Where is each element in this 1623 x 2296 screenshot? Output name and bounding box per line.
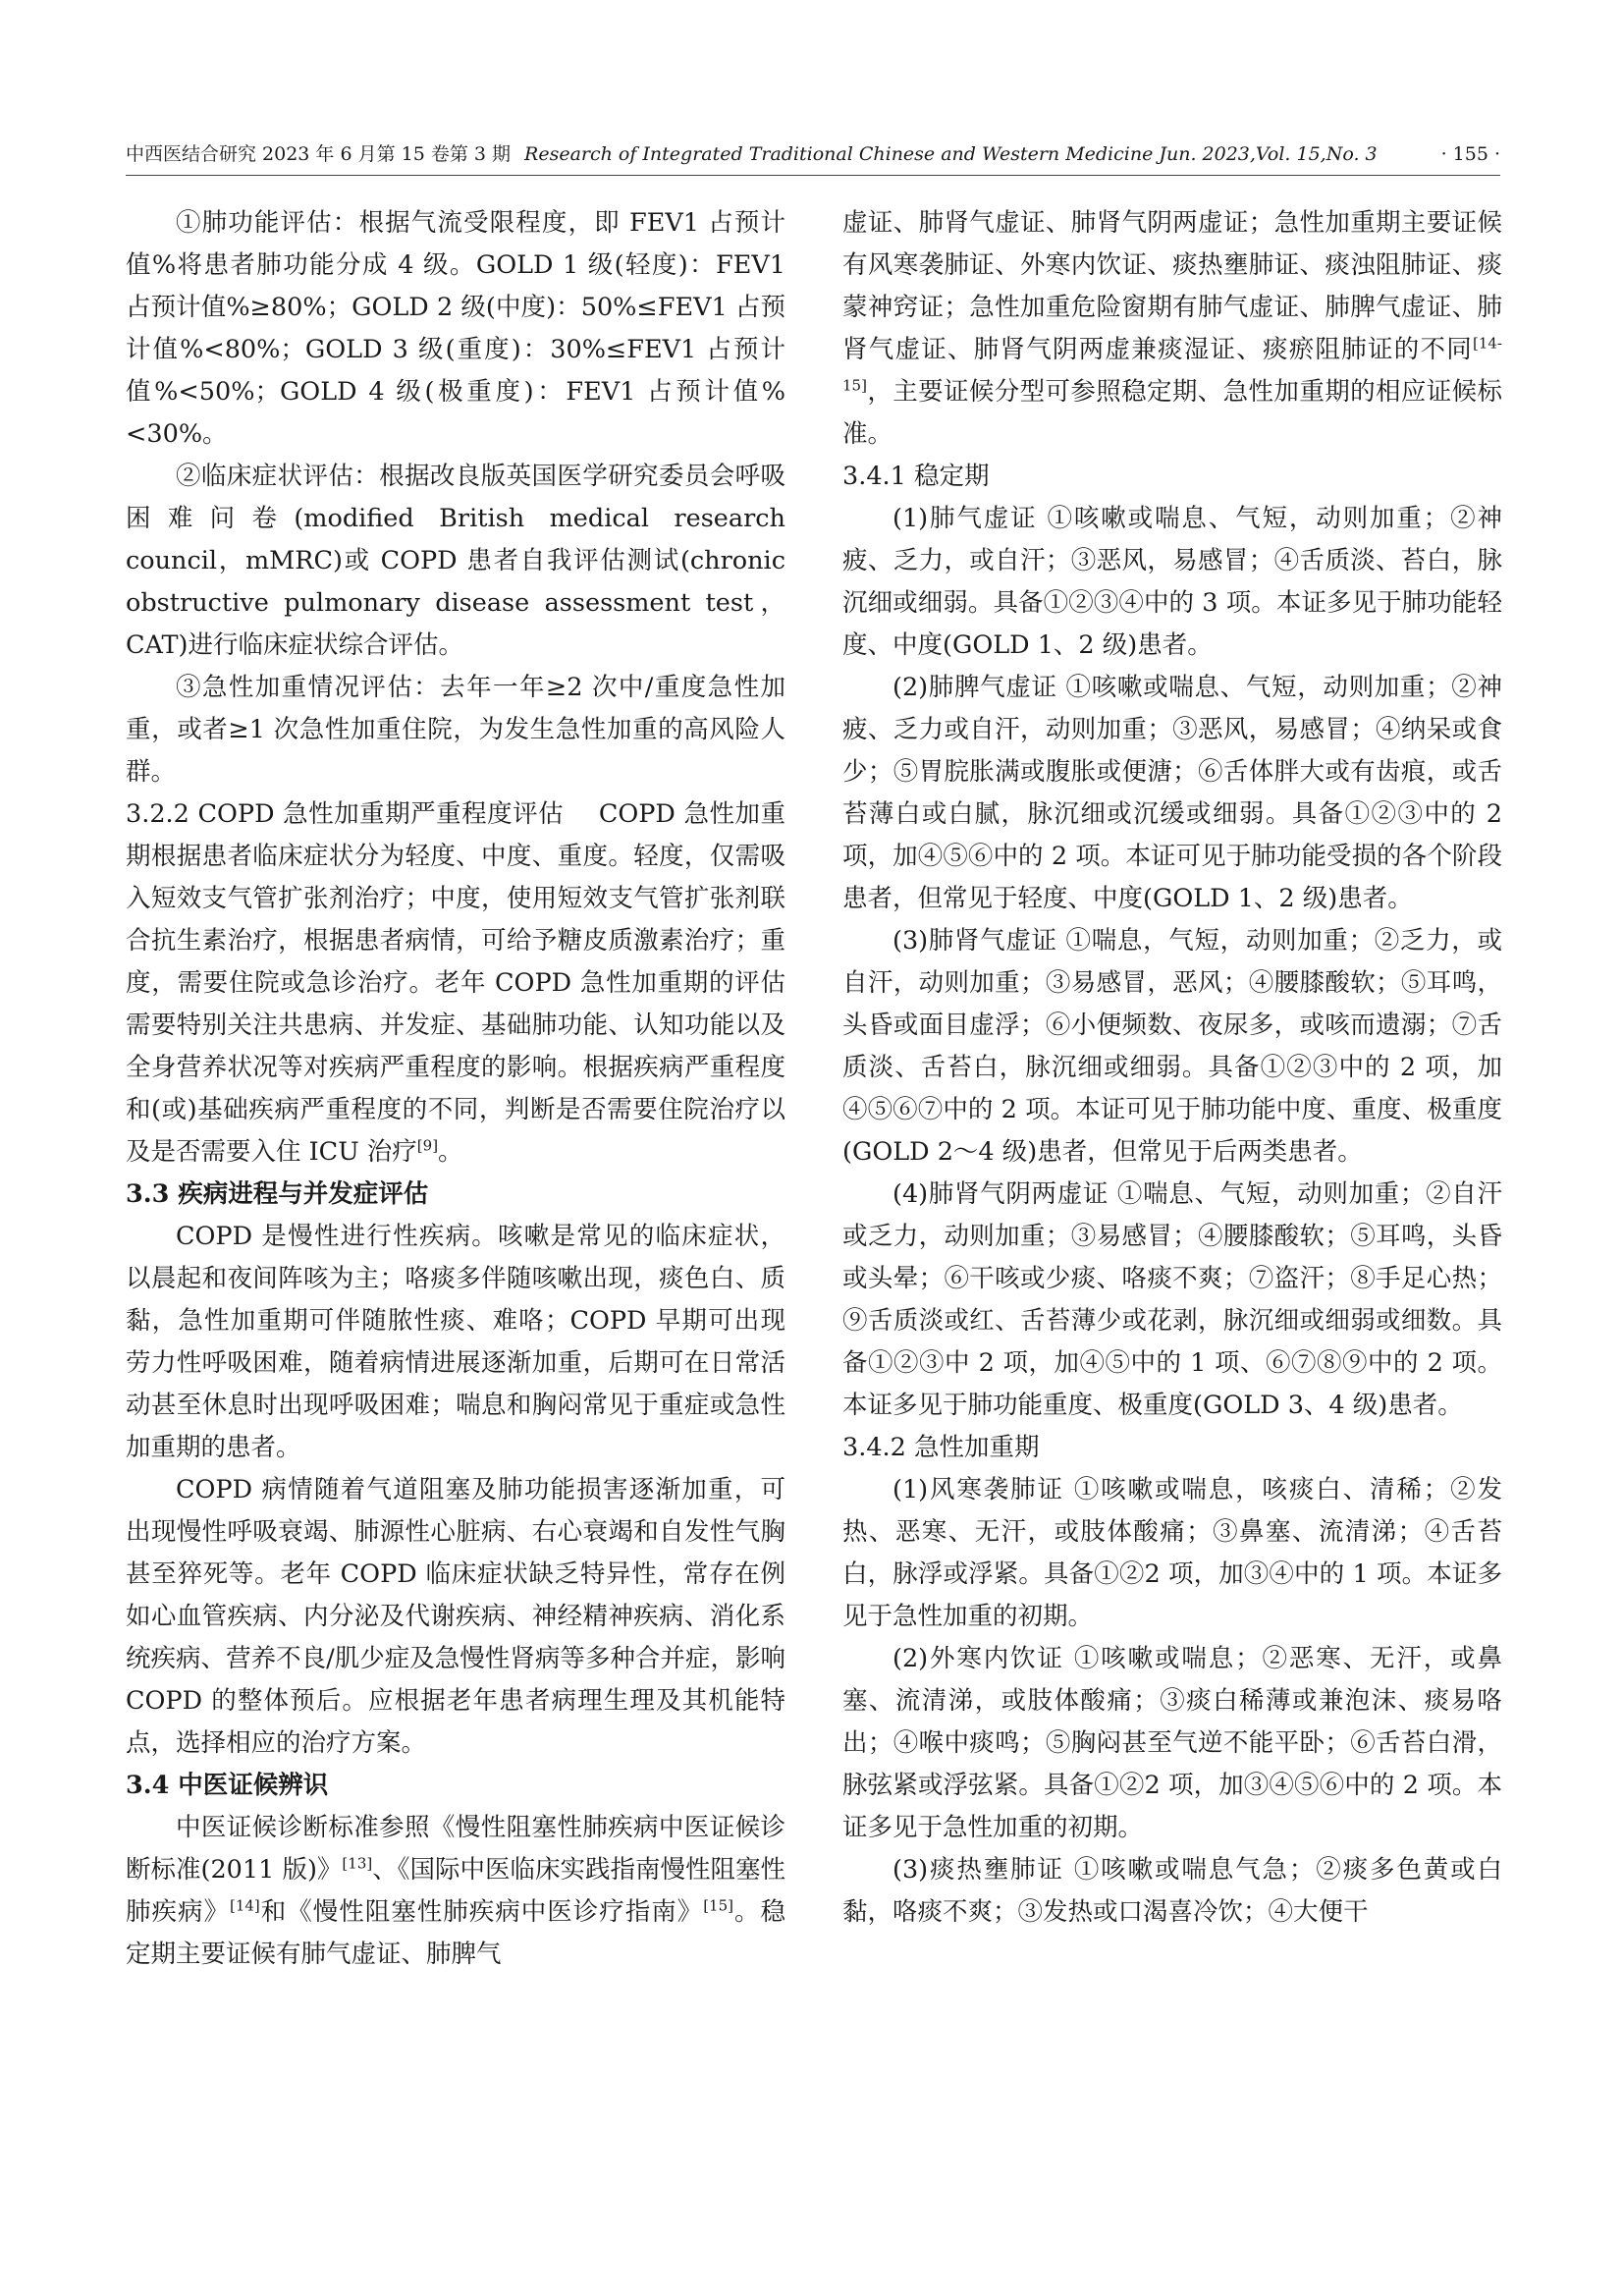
paragraph-lung-function: ①肺功能评估：根据气流受限程度，即 FEV1 占预计值%将患者肺功能分成 4 级。GOLD 1 级(轻度)：FEV1 占预计值%≥80%；GOLD 2 级(中度)：50%≤FEV1 占预计值%<80%；GOLD 3 级(重度)：30%≤FEV1 占预计值%<50%；GOLD 4 级(极重度)：FEV1 占预计值%<30%。 <box>126 208 785 449</box>
paragraph-complications: COPD 病情随着气道阻塞及肺功能损害逐渐加重，可出现慢性呼吸衰竭、肺源性心脏病、右心衰竭和自发性气胸甚至猝死等。老年 COPD 临床症状缺乏特异性，常存在例如心血管疾病、内分泌及代谢疾病、神经精神疾病、消化系统疾病、营养不良/肌少症及急慢性肾病等多种合并症，影响 COPD 的整体预后。应根据老年患者病理生理及其机能特点，选择相应的治疗方案。 <box>126 1475 785 1758</box>
syndrome-lung-qi-deficiency: (1)肺气虚证 ①咳嗽或喘息、气短，动则加重；②神疲、乏力，或自汗；③恶风，易感冒；④舌质淡、苔白，脉沉细或细弱。具备①②③④中的 3 项。本证多见于肺功能轻度、中度(GOLD 1、2 级)患者。 <box>842 504 1502 660</box>
paragraph-symptom-assessment: ②临床症状评估：根据改良版英国医学研究委员会呼吸困难问卷(modified British medical research council，mMRC)或 COPD 患者自我评估测试(chronic obstructive pulmonary disease assessment test，CAT)进行临床症状综合评估。 <box>126 462 785 660</box>
section-heading-3-2-2: 3.2.2 COPD 急性加重期严重程度评估 <box>126 799 565 829</box>
paragraph-severity: 3.2.2 COPD 急性加重期严重程度评估 COPD 急性加重期根据患者临床症状分为轻度、中度、重度。轻度，仅需吸入短效支气管扩张剂治疗；中度，使用短效支气管扩张剂联合抗生素治疗，根据患者病情，可给予糖皮质激素治疗；重度，需要住院或急诊治疗。老年 COPD 急性加重期的评估需要特别关注共患病、并发症、基础肺功能、认知功能以及全身营养状况等对疾病严重程度的影响。根据疾病严重程度和(或)基础疾病严重程度的不同，判断是否需要住院治疗以及是否需要入住 ICU 治疗[9]。 <box>126 799 785 1167</box>
citation-ref: [14-15] <box>842 334 1502 395</box>
journal-title-cn: 中西医结合研究 2023 年 6 月第 15 卷第 3 期 <box>126 143 512 165</box>
syndrome-lung-kidney-qi-yin-deficiency: (4)肺肾气阴两虚证 ①喘息、气短，动则加重；②自汗或乏力，动则加重；③易感冒；④腰膝酸软；⑤耳鸣，头昏或头晕；⑥干咳或少痰、咯痰不爽；⑦盗汗；⑧手足心热；⑨舌质淡或红、舌苔薄少或花剥，脉沉细或细弱或细数。具备①②③中 2 项，加④⑤中的 1 项、⑥⑦⑧⑨中的 2 项。本证多见于肺功能重度、极重度(GOLD 3、4 级)患者。 <box>842 1179 1502 1420</box>
left-column <box>126 202 785 1976</box>
paragraph-tcm-syndromes: 虚证、肺肾气虚证、肺肾气阴两虚证；急性加重期主要证候有风寒袭肺证、外寒内饮证、痰热壅肺证、痰浊阻肺证、痰蒙神窍证；急性加重危险窗期有肺气虚证、肺脾气虚证、肺肾气虚证、肺肾气阴两虚兼痰湿证、痰瘀阻肺证的不同[14-15]，主要证候分型可参照稳定期、急性加重期的相应证候标准。 <box>842 208 1502 449</box>
paragraph-exacerbation-assessment: ③急性加重情况评估：去年一年≥2 次中/重度急性加重，或者≥1 次急性加重住院，为发生急性加重的高风险人群。 <box>126 673 785 787</box>
running-header <box>126 139 1500 169</box>
journal-title-en: Research of Integrated Traditional Chinese and Western Medicine Jun. 2023,Vol. 15,No. 3 <box>524 143 1378 165</box>
citation-ref: [13] <box>342 1854 373 1873</box>
citation-ref: [9] <box>416 1136 439 1155</box>
citation-ref: [15] <box>703 1896 733 1915</box>
syndrome-lung-spleen-qi-deficiency: (2)肺脾气虚证 ①咳嗽或喘息、气短，动则加重；②神疲、乏力或自汗，动则加重；③恶风，易感冒；④纳呆或食少；⑤胃脘胀满或腹胀或便溏；⑥舌体胖大或有齿痕，或舌苔薄白或白腻，脉沉细或沉缓或细弱。具备①②③中的 2 项，加④⑤⑥中的 2 项。本证可见于肺功能受损的各个阶段患者，但常见于轻度、中度(GOLD 1、2 级)患者。 <box>842 673 1502 913</box>
syndrome-wind-cold: (1)风寒袭肺证 ①咳嗽或喘息，咳痰白、清稀；②发热、恶寒、无汗，或肢体酸痛；③鼻塞、流清涕；④舌苔白，脉浮或浮紧。具备①②2 项，加③④中的 1 项。本证多见于急性加重的初期。 <box>842 1475 1502 1631</box>
citation-ref: [14] <box>229 1896 260 1915</box>
section-heading-3-3: 3.3 疾病进程与并发症评估 <box>126 1179 429 1209</box>
section-heading-3-4-1: 3.4.1 稳定期 <box>842 462 990 491</box>
right-column <box>842 202 1502 1934</box>
page-number: · 155 · <box>1440 143 1500 165</box>
paragraph-tcm-criteria: 中医证候诊断标准参照《慢性阻塞性肺疾病中医证候诊断标准(2011 版)》[13]、《国际中医临床实践指南慢性阻塞性肺疾病》[14]和《慢性阻塞性肺疾病中医诊疗指南》[15]。稳定期主要证候有肺气虚证、肺脾气 <box>126 1813 785 1969</box>
syndrome-external-cold-internal-fluid: (2)外寒内饮证 ①咳嗽或喘息；②恶寒、无汗，或鼻塞、流清涕，或肢体酸痛；③痰白稀薄或兼泡沫、痰易咯出；④喉中痰鸣；⑤胸闷甚至气逆不能平卧；⑥舌苔白滑，脉弦紧或浮弦紧。具备①②2 项，加③④⑤⑥中的 2 项。本证多见于急性加重的初期。 <box>842 1644 1502 1842</box>
section-heading-3-4-2: 3.4.2 急性加重期 <box>842 1433 1040 1462</box>
section-heading-3-4: 3.4 中医证候辨识 <box>126 1771 329 1800</box>
syndrome-phlegm-heat: (3)痰热壅肺证 ①咳嗽或喘息气急；②痰多色黄或白黏，咯痰不爽；③发热或口渴喜冷饮；④大便干 <box>842 1855 1502 1927</box>
paragraph-disease-course: COPD 是慢性进行性疾病。咳嗽是常见的临床症状，以晨起和夜间阵咳为主；咯痰多伴随咳嗽出现，痰色白、质黏，急性加重期可伴随脓性痰、难咯；COPD 早期可出现劳力性呼吸困难，随着病情进展逐渐加重，后期可在日常活动甚至休息时出现呼吸困难；喘息和胸闷常见于重症或急性加重期的患者。 <box>126 1222 785 1462</box>
journal-citation <box>126 139 1378 169</box>
header-rule <box>126 175 1500 176</box>
syndrome-lung-kidney-qi-deficiency: (3)肺肾气虚证 ①喘息，气短，动则加重；②乏力，或自汗，动则加重；③易感冒，恶风；④腰膝酸软；⑤耳鸣，头昏或面目虚浮；⑥小便频数、夜尿多，或咳而遗溺；⑦舌质淡、舌苔白，脉沉细或细弱。具备①②③中的 2 项，加④⑤⑥⑦中的 2 项。本证可见于肺功能中度、重度、极重度(GOLD 2～4 级)患者，但常见于后两类患者。 <box>842 926 1502 1167</box>
